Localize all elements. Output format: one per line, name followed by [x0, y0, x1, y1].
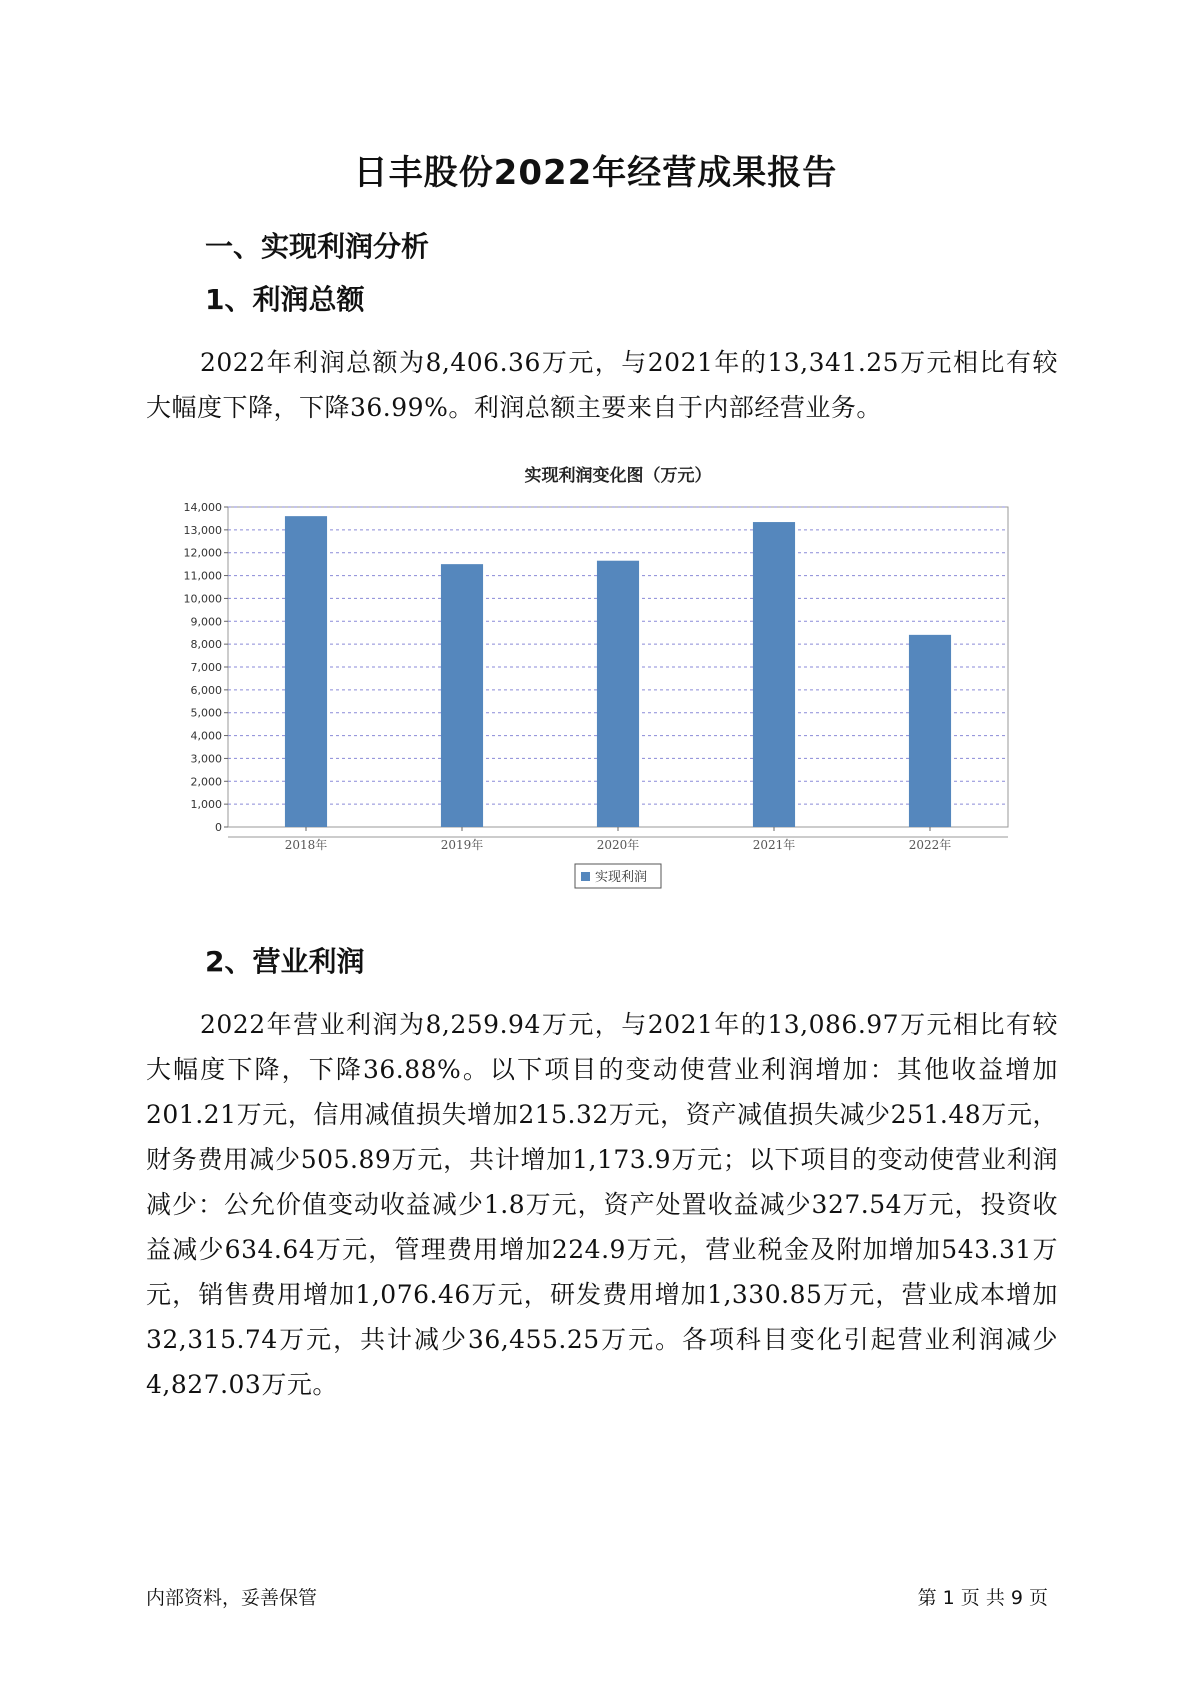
profit-bar-chart — [160, 455, 1040, 905]
bar — [753, 522, 795, 827]
bar — [909, 635, 951, 827]
paragraph-operating-profit: 2022年营业利润为8,259.94万元，与2021年的13,086.97万元相比有较大幅度下降，下降36.88%。以下项目的变动使营业利润增加：其他收益增加201.21万元，信用减值损失增加215.32万元，资产减值损失减少251.48万元，财务费用减少505.89万元，共计增加1,173.9万元；以下项目的变动使营业利润减少：公允价值变动收益减少1.8万元，资产处置收益减少327.54万元，投资收益减少634.64万元，管理费用增加224.9万元，营业税金及附加增加543.31万元，销售费用增加1,076.46万元，研发费用增加1,330.85万元，营业成本增加32,315.74万元，共计减少36,455.25万元。各项科目变化引起营业利润减少4,827.03万元。 — [146, 1010, 1058, 1399]
bar — [597, 561, 639, 827]
x-tick-label: 2020年 — [596, 838, 640, 852]
y-tick-label: 14,000 — [183, 501, 222, 514]
document-title: 日丰股份2022年经营成果报告 — [353, 153, 838, 193]
y-tick-label: 9,000 — [190, 615, 222, 629]
subheading-operating-profit: 2、营业利润 — [205, 945, 365, 978]
bar — [441, 564, 483, 827]
footer-page-number: 第 1 页 共 9 页 — [917, 1587, 1048, 1609]
y-tick-label: 12,000 — [183, 546, 222, 560]
y-tick-label: 0 — [215, 821, 222, 834]
y-tick-label: 4,000 — [190, 729, 222, 743]
x-tick-label: 2022年 — [908, 838, 952, 852]
y-tick-label: 3,000 — [190, 752, 222, 766]
legend-swatch — [581, 872, 590, 881]
chart-title: 实现利润变化图（万元） — [524, 466, 712, 486]
y-tick-label: 6,000 — [190, 683, 222, 697]
profit-chart — [160, 455, 1040, 905]
y-tick-label: 1,000 — [190, 798, 222, 812]
y-tick-label: 5,000 — [190, 706, 222, 720]
y-tick-label: 10,000 — [183, 592, 222, 606]
y-tick-label: 13,000 — [183, 523, 222, 537]
x-tick-label: 2019年 — [440, 838, 484, 852]
footer-confidential-note: 内部资料，妥善保管 — [146, 1587, 318, 1609]
y-tick-label: 11,000 — [183, 569, 222, 583]
x-tick-label: 2021年 — [752, 838, 796, 852]
subheading-total-profit: 1、利润总额 — [205, 283, 365, 316]
x-tick-label: 2018年 — [284, 838, 328, 852]
paragraph-total-profit: 2022年利润总额为8,406.36万元，与2021年的13,341.25万元相比有较大幅度下降，下降36.99%。利润总额主要来自于内部经营业务。 — [146, 348, 1058, 422]
legend-label: 实现利润 — [595, 870, 648, 885]
bar — [285, 516, 327, 827]
y-tick-label: 8,000 — [190, 638, 222, 652]
y-tick-label: 2,000 — [190, 775, 222, 789]
y-tick-label: 7,000 — [190, 661, 222, 674]
section-heading-profit-analysis: 一、实现利润分析 — [205, 230, 430, 263]
